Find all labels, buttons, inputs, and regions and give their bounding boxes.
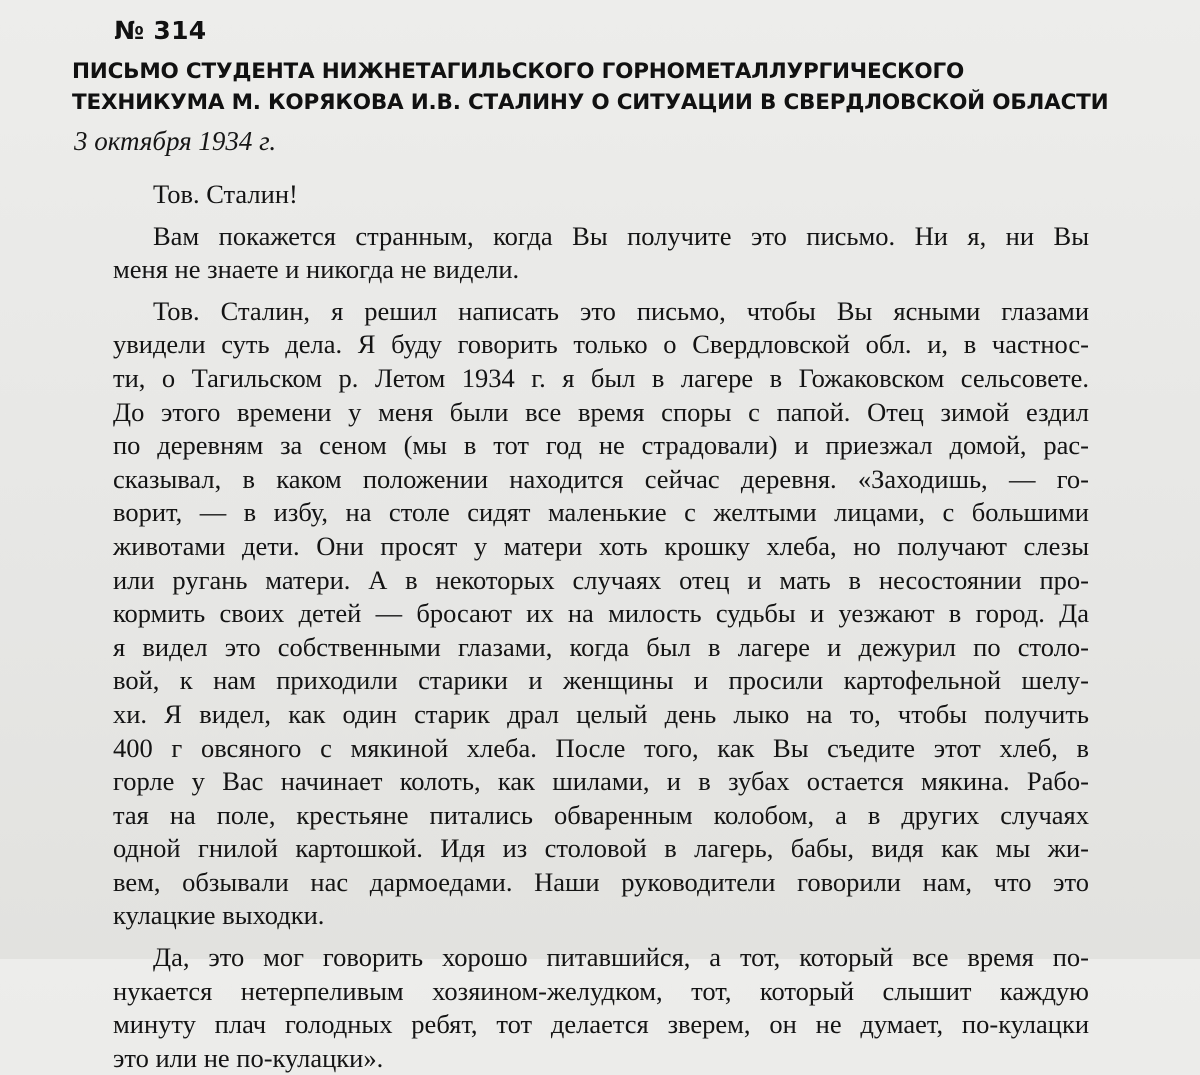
letter-body xyxy=(73,178,1089,1075)
text-line: по деревням за сеном (мы в тот год не страдовали) и приезжал домой, рас- xyxy=(113,430,1089,461)
paragraph-3 xyxy=(73,941,1089,1075)
text-line: это или не по-кулацки». xyxy=(113,1042,384,1073)
text-line: 400 г овсяного с мякиной хлеба. После того, как Вы съедите этот хлеб, в xyxy=(113,732,1089,763)
text-line: вой, к нам приходили старики и женщины и просили картофельной шелу- xyxy=(113,665,1089,696)
text-line: или ругань матери. А в некоторых случаях отец и мать в несостоянии про- xyxy=(113,564,1089,595)
text-line: тая на поле, крестьяне питались обваренным колобом, а в других случаях xyxy=(113,799,1089,830)
paragraph-1 xyxy=(73,220,1089,287)
text-line: кулацкие выходки. xyxy=(113,900,325,931)
text-line: До этого времени у меня были все время споры с папой. Отец зимой ездил xyxy=(113,396,1089,427)
text-line: нукается нетерпеливым хозяином-желудком, тот, который слышит каждую xyxy=(113,975,1089,1006)
text-line: одной гнилой картошкой. Идя из столовой в лагерь, бабы, видя как мы жи- xyxy=(113,833,1089,864)
document-date: 3 октября 1934 г. xyxy=(74,126,277,156)
title-line: ТЕХНИКУМА М. КОРЯКОВА И.В. СТАЛИНУ О СИТУАЦИИ В СВЕРДЛОВСКОЙ ОБЛАСТИ xyxy=(72,90,1109,115)
text-line: ти, о Тагильском р. Летом 1934 г. я был в лагере в Гожаковском сельсовете. xyxy=(113,362,1089,393)
title-line: ПИСЬМО СТУДЕНТА НИЖНЕТАГИЛЬСКОГО ГОРНОМЕТАЛЛУРГИЧЕСКОГО xyxy=(72,59,965,84)
paragraph-salutation xyxy=(73,178,1089,212)
text-line: животами дети. Они просят у матери хоть крошку хлеба, но получают слезы xyxy=(113,530,1089,561)
document-number: № 314 xyxy=(114,16,207,45)
text-line: горле у Вас начинает колоть, как шилами, и в зубах остается мякина. Рабо- xyxy=(113,766,1089,797)
text-line: я видел это собственными глазами, когда был в лагере и дежурил по столо- xyxy=(113,631,1089,662)
text-line: ворит, — в избу, на столе сидят маленькие с желтыми лицами, с большими xyxy=(113,497,1089,528)
text-line: увидели суть дела. Я буду говорить только о Свердловской обл. и, в частнос- xyxy=(113,329,1089,360)
paragraph-2 xyxy=(73,295,1089,933)
text-line: Тов. Сталин! xyxy=(153,179,298,209)
document-title xyxy=(72,56,1132,118)
text-line: хи. Я видел, как один старик драл целый день лыко на то, чтобы получить xyxy=(113,698,1089,729)
text-line: Да, это мог говорить хорошо питавшийся, а тот, который все время по- xyxy=(153,942,1089,973)
text-line: Вам покажется странным, когда Вы получите это письмо. Ни я, ни Вы xyxy=(153,220,1089,251)
text-line: Тов. Сталин, я решил написать это письмо, чтобы Вы ясными глазами xyxy=(153,295,1089,326)
text-line: вем, обзывали нас дармоедами. Наши руководители говорили нам, что это xyxy=(113,866,1089,897)
text-line: минуту плач голодных ребят, тот делается зверем, он не думает, по-кулацки xyxy=(113,1009,1089,1040)
text-line: кормить своих детей — бросают их на милость судьбы и уезжают в город. Да xyxy=(113,598,1089,629)
text-line: меня не знаете и никогда не видели. xyxy=(113,254,520,285)
text-line: сказывал, в каком положении находится сейчас деревня. «Заходишь, — го- xyxy=(113,463,1089,494)
